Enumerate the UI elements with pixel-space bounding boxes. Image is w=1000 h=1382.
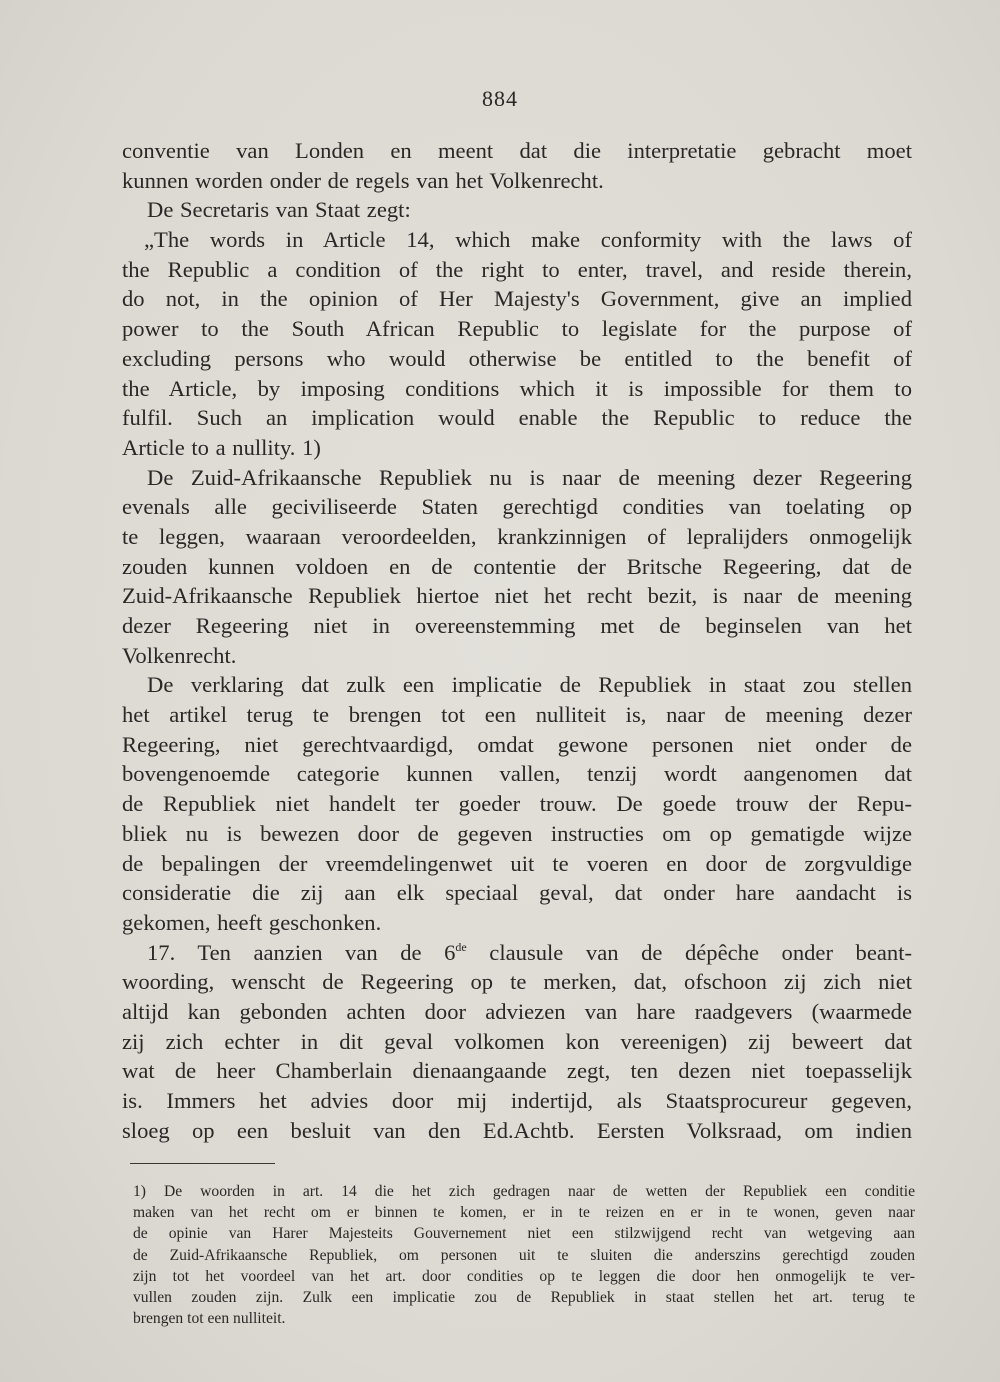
footnote-line: brengen tot een nulliteit. [133,1310,286,1328]
footnote-divider [130,1163,275,1164]
quote-line: the Article, by imposing conditions which it is impossible for them to [122,375,912,401]
text-line: de Republiek niet handelt ter goeder trouw. De goede trouw der Repu- [122,791,912,817]
footnote-line: de opinie van Harer Majesteits Gouvernement niet een stilzwijgend recht van wetgeving aan [133,1225,915,1243]
quote-line: power to the South African Republic to legislate for the purpose of [122,316,912,342]
footnote-line: zijn tot het voordeel van het art. door condities op te leggen die door hen onmogelijk te ver- [133,1267,915,1285]
text-line: evenals alle geciviliseerde Staten gerechtigd condities van toelating op [122,494,912,520]
text-line: De Secretaris van Staat zegt: [147,197,411,223]
footnote-line: vullen zouden zijn. Zulk een implicatie zou de Republiek in staat stellen het art. terug te [133,1288,915,1306]
text-line: zouden kunnen voldoen en de contentie der Britsche Regeering, dat de [122,553,912,579]
text-line: Zuid-Afrikaansche Republiek hiertoe niet het recht bezit, is naar de meening [122,583,912,609]
quote-line: „The words in Article 14, which make conformity with the laws of [144,227,912,253]
paragraph-17-first-line [122,938,912,968]
quote-line: Article to a nullity. 1) [122,434,321,460]
text-line: Regeering, niet gerechtvaardigd, omdat gewone personen niet onder de [122,731,912,757]
text-line: De Zuid-Afrikaansche Republiek nu is naar de meening dezer Regeering [147,464,912,490]
text-line: conventie van Londen en meent dat die interpretatie gebracht moet [122,138,912,163]
text-line: bovengenoemde categorie kunnen vallen, tenzij wordt aangenomen dat [122,761,912,787]
text-line: gekomen, heeft geschonken. [122,909,382,935]
text-line: zij zich echter in dit geval volkomen kon vereenigen) zij beweert dat [122,1028,912,1054]
text-line: De verklaring dat zulk een implicatie de Republiek in staat zou stellen [147,672,912,698]
text-line: altijd kan gebonden achten door adviezen van hare raadgevers (waarmede [122,998,912,1024]
footnote-line: de Zuid-Afrikaansche Republiek, om personen uit te sluiten die anderszins gerechtigd zouden [133,1246,915,1264]
text-line: te leggen, waaraan veroordeelden, krankzinnigen of lepralijders onmogelijk [122,523,912,549]
text-line: wat de heer Chamberlain dienaangaande zegt, ten dezen niet toepasselijk [122,1058,912,1084]
superscript-de: de [455,939,467,954]
page-number: 884 [482,86,518,111]
footnote [133,1181,915,1329]
quote-line: excluding persons who would otherwise be entitled to the benefit of [122,345,912,371]
text-line: is. Immers het advies door mij indertijd, als Staatsprocureur gegeven, [122,1088,912,1113]
text-line: kunnen worden onder de regels van het Volkenrecht. [122,167,604,193]
text-line: bliek nu is bewezen door de gegeven instructies om op gematigde wijze [122,820,912,846]
text-line: het artikel terug te brengen tot een nulliteit is, naar de meening dezer [122,702,912,728]
text-line: de bepalingen der vreemdelingenwet uit te voeren en door de zorgvuldige [122,850,912,876]
quote-line: do not, in the opinion of Her Majesty's Government, give an implied [122,286,912,312]
text-line: dezer Regeering niet in overeenstemming met de beginselen van het [122,613,912,638]
paragraph-17-rest: clausule van de dépêche onder beant- [466,939,912,965]
text-line: woording, wenscht de Regeering op te merken, dat, ofschoon zij zich niet [122,969,912,995]
text-line: consideratie die zij aan elk speciaal geval, dat onder hare aandacht is [122,880,912,906]
text-line: sloeg op een besluit van den Ed.Achtb. Eersten Volksraad, om indien [122,1117,912,1143]
footnote-line: 1) De woorden in art. 14 die het zich gedragen naar de wetten der Republiek een conditie [133,1183,915,1200]
text-line: Volkenrecht. [122,642,237,668]
quote-line: the Republic a condition of the right to enter, travel, and reside therein, [122,256,912,282]
quote-line: fulfil. Such an implication would enable the Republic to reduce the [122,405,912,431]
body-text [122,136,912,1145]
footnote-line: maken van het recht om er binnen te komen, er in te reizen en er in te wonen, geven naar [133,1204,915,1222]
paragraph-17-start: 17. Ten aanzien van de 6 [147,939,456,965]
